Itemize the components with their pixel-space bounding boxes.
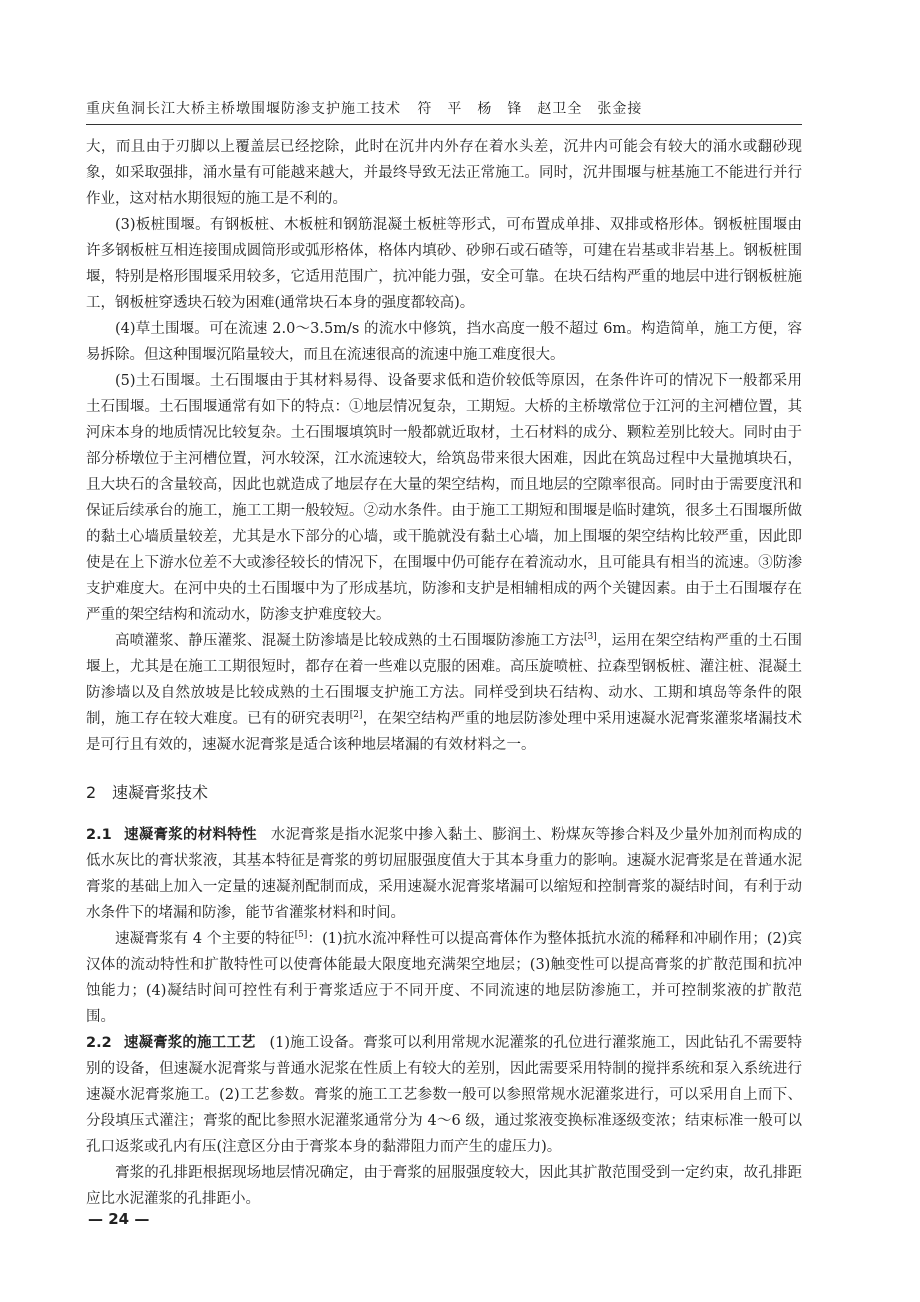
subsection-number: 2.1 xyxy=(86,827,112,843)
header-title: 重庆鱼洞长江大桥主桥墩围堰防渗支护施工技术 xyxy=(86,101,401,117)
paragraph-text: 水泥膏浆是指水泥浆中掺入黏土、膨润土、粉煤灰等掺合料及少量外加剂而构成的低水灰比的膏状浆液，其基本特征是膏浆的剪切屈服强度值大于其本身重力的影响。速凝水泥膏浆是在普通水泥膏浆的基础上加入一定量的速凝剂配制而成，采用速凝水泥膏浆堵漏可以缩短和控制膏浆的凝结时间，有利于动水条件下的堵漏和防渗，能节省灌浆材料和时间。 xyxy=(86,827,802,921)
paragraph: (5)土石围堰。土石围堰由于其材料易得、设备要求低和造价较低等原因，在条件许可的情况下一般都采用土石围堰。土石围堰通常有如下的特点：①地层情况复杂，工期短。大桥的主桥墩常位于江河的主河槽位置，其河床本身的地质情况比较复杂。土石围堰填筑时一般都就近取材，土石材料的成分、颗粒差别比较大。同时由于部分桥墩位于主河槽位置，河水较深，江水流速较大，给筑岛带来很大困难，因此在筑岛过程中大量抛填块石，且大块石的含量较高，因此也就造成了地层存在大量的架空结构，而且地层的空隙率很高。同时由于需要度汛和保证后续承台的施工，施工工期一般较短。②动水条件。由于施工工期短和围堰是临时建筑，很多土石围堰所做的黏土心墙质量较差，尤其是水下部分的心墙，或干脆就没有黏土心墙，加上围堰的架空结构比较严重，因此即使是在上下游水位差不大或渗径较长的情况下，在围堰中仍可能存在着流动水，且可能具有相当的流速。③防渗支护难度大。在河中央的土石围堰中为了形成基坑，防渗和支护是相辅相成的两个关键因素。由于土石围堰存在严重的架空结构和流动水，防渗支护难度较大。 xyxy=(86,373,802,623)
subsection-heading xyxy=(86,1035,269,1051)
body-text xyxy=(86,134,802,1212)
section-number: 2 xyxy=(86,783,97,802)
paragraph-text: (1)施工设备。膏浆可以利用常规水泥灌浆的孔位进行灌浆施工，因此钻孔不需要特别的设备，但速凝水泥膏浆与普通水泥浆在性质上有较大的差别，因此需要采用特制的搅拌系统和泵入系统进行速凝水泥膏浆施工。(2)工艺参数。膏浆的施工工艺参数一般可以参照常规水泥灌浆进行，可以采用自上而下、分段填压式灌注；膏浆的配比参照水泥灌浆通常分为 4～6 级，通过浆液变换标准逐级变浓；结束标准一般可以孔口返浆或孔内有压(注意区分由于膏浆本身的黏滞阻力而产生的虚压力)。 xyxy=(86,1035,802,1155)
section-heading xyxy=(86,780,802,806)
subsection-paragraph xyxy=(86,1030,802,1160)
citation: [2] xyxy=(349,710,363,720)
paragraph: (4)草土围堰。可在流速 2.0～3.5m/s 的流水中修筑，挡水高度一般不超过 6m。构造简单，施工方便，容易拆除。但这种围堰沉陷量较大，而且在流速很高的流速中施工难度很大。 xyxy=(86,321,802,363)
subsection-title: 速凝膏浆的材料特性 xyxy=(123,827,257,843)
subsection-number: 2.2 xyxy=(86,1035,112,1051)
header-divider xyxy=(86,124,802,125)
subsection-heading xyxy=(86,827,271,843)
citation: [5] xyxy=(294,930,308,940)
paragraph: 膏浆的孔排距根据现场地层情况确定，由于膏浆的屈服强度较大，因此其扩散范围受到一定约束，故孔排距应比水泥灌浆的孔排距小。 xyxy=(86,1165,802,1207)
citation: [3] xyxy=(584,632,597,642)
section-title: 速凝膏浆技术 xyxy=(112,783,209,802)
paragraph-text: ，运用在架空结构严重的土石围堰上，尤其是在施工工期很短时，都存在着一些难以克服的困难。高压旋喷桩、拉森型钢板桩、灌注桩、混凝土防渗墙以及自然放坡是比较成熟的土石围堰支护施工方法。同样受到块石结构、动水、工期和填岛等条件的限制，施工存在较大难度。已有的研究表明 xyxy=(86,633,803,727)
paragraph: (3)板桩围堰。有钢板桩、木板桩和钢筋混凝土板桩等形式，可布置成单排、双排或格形体。钢板桩围堰由许多钢板桩互相连接围成圆筒形或弧形格体，格体内填砂、砂卵石或石碴等，可建在岩基或非岩基上。钢板桩围堰，特别是格形围堰采用较多，它适用范围广，抗冲能力强，安全可靠。在块石结构严重的地层中进行钢板桩施工，钢板桩穿透块石较为困难(通常块石本身的强度都较高)。 xyxy=(86,217,802,311)
paragraph-text: 高喷灌浆、静压灌浆、混凝土防渗墙是比较成熟的土石围堰防渗施工方法 xyxy=(115,633,585,649)
paragraph-text: ：(1)抗水流冲释性可以提高膏体作为整体抵抗水流的稀释和冲刷作用；(2)宾汉体的流动特性和扩散特性可以使膏体能最大限度地充满架空地层；(3)触变性可以提高膏浆的扩散范围和抗冲蚀能力；(4)凝结时间可控性有利于膏浆适应于不同开度、不同流速的地层防渗施工，并可控制浆液的扩散范围。 xyxy=(86,931,803,1025)
paragraph xyxy=(86,926,802,1030)
header-authors: 符 平 杨 锋 赵卫全 张金接 xyxy=(417,101,643,117)
paragraph-text: 速凝膏浆有 4 个主要的特征 xyxy=(115,931,295,947)
paragraph-text: ，在架空结构严重的地层防渗处理中采用速凝水泥膏浆灌浆堵漏技术是可行且有效的，速凝水泥膏浆是适合该种地层堵漏的有效材料之一。 xyxy=(86,711,802,753)
paragraph: 大，而且由于刃脚以上覆盖层已经挖除，此时在沉井内外存在着水头差，沉井内可能会有较大的涌水或翻砂现象，如采取强排，涌水量有可能越来越大，并最终导致无法正常施工。同时，沉井围堰与桩基施工不能进行并行作业，这对枯水期很短的施工是不利的。 xyxy=(86,139,802,207)
paragraph xyxy=(86,628,802,758)
subsection-title: 速凝膏浆的施工工艺 xyxy=(123,1035,256,1051)
running-header xyxy=(86,98,802,118)
page-number: — 24 — xyxy=(88,1210,150,1228)
subsection-paragraph xyxy=(86,822,802,926)
